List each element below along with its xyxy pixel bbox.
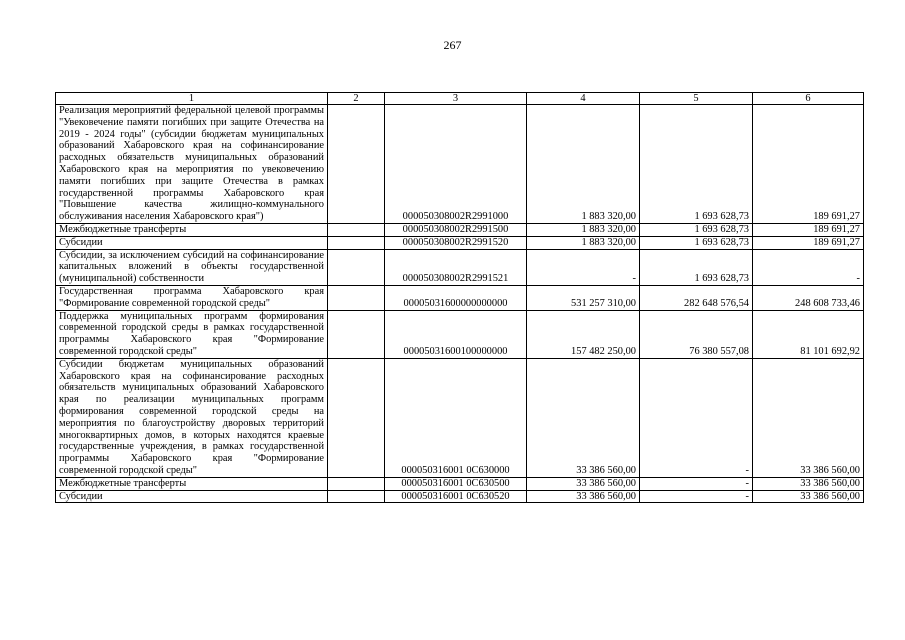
row-code: 000050316001 0C630500 <box>385 477 527 490</box>
row-value-4: 33 386 560,00 <box>527 490 640 503</box>
header-row <box>56 93 864 105</box>
row-value-5: - <box>640 477 753 490</box>
table-row <box>56 490 864 503</box>
table-row <box>56 105 864 224</box>
row-value-6: 33 386 560,00 <box>753 477 864 490</box>
row-value-5: 1 693 628,73 <box>640 249 753 285</box>
row-value-6: 33 386 560,00 <box>753 490 864 503</box>
row-value-4: - <box>527 249 640 285</box>
row-value-6: 189 691,27 <box>753 236 864 249</box>
row-col2 <box>328 285 385 310</box>
row-value-4: 1 883 320,00 <box>527 105 640 224</box>
header-col-3: 3 <box>385 93 527 105</box>
row-value-4: 33 386 560,00 <box>527 477 640 490</box>
row-name: Субсидии <box>56 490 328 503</box>
row-value-6: 248 608 733,46 <box>753 285 864 310</box>
row-value-4: 33 386 560,00 <box>527 358 640 477</box>
row-code: 000050316001 0C630520 <box>385 490 527 503</box>
table-row <box>56 477 864 490</box>
row-col2 <box>328 310 385 358</box>
row-value-6: 189 691,27 <box>753 105 864 224</box>
row-code: 000050316001 0C630000 <box>385 358 527 477</box>
row-value-4: 1 883 320,00 <box>527 223 640 236</box>
budget-table <box>55 92 864 503</box>
row-name: Субсидии бюджетам муниципальных образований Хабаровского края на софинансирование расходных обязательств муниципальных образований Хабаровского края по реализации муниципальных программ формирования современной городской среды на мероприятия по благоустройству дворовых территорий многоквартирных домов, в которых находятся краевые государственные учреждения, в рамках государственной программы Хабаровского края "Формирование современной городской среды" <box>56 358 328 477</box>
row-name: Государственная программа Хабаровского края "Формирование современной городской среды" <box>56 285 328 310</box>
row-code: 000050308002R2991521 <box>385 249 527 285</box>
row-value-4: 157 482 250,00 <box>527 310 640 358</box>
row-code: 000050308002R2991520 <box>385 236 527 249</box>
row-value-5: 1 693 628,73 <box>640 105 753 224</box>
row-value-6: - <box>753 249 864 285</box>
header-col-1: 1 <box>56 93 328 105</box>
row-value-5: 282 648 576,54 <box>640 285 753 310</box>
header-col-4: 4 <box>527 93 640 105</box>
table-row <box>56 223 864 236</box>
row-col2 <box>328 236 385 249</box>
row-code: 000050308002R2991000 <box>385 105 527 224</box>
row-code: 00005031600100000000 <box>385 310 527 358</box>
row-name: Межбюджетные трансферты <box>56 477 328 490</box>
row-value-4: 531 257 310,00 <box>527 285 640 310</box>
row-value-5: 1 693 628,73 <box>640 236 753 249</box>
table-row <box>56 236 864 249</box>
table-row <box>56 310 864 358</box>
row-col2 <box>328 105 385 224</box>
row-name: Субсидии <box>56 236 328 249</box>
row-name: Межбюджетные трансферты <box>56 223 328 236</box>
row-col2 <box>328 249 385 285</box>
table-row <box>56 249 864 285</box>
page-number: 267 <box>443 38 462 52</box>
row-value-5: - <box>640 358 753 477</box>
header-col-6: 6 <box>753 93 864 105</box>
row-value-5: - <box>640 490 753 503</box>
table-row <box>56 285 864 310</box>
row-col2 <box>328 477 385 490</box>
row-name: Субсидии, за исключением субсидий на софинансирование капитальных вложений в объекты государственной (муниципальной) собственности <box>56 249 328 285</box>
row-code: 00005031600000000000 <box>385 285 527 310</box>
header-col-5: 5 <box>640 93 753 105</box>
row-value-4: 1 883 320,00 <box>527 236 640 249</box>
row-name: Поддержка муниципальных программ формирования современной городской среды в рамках государственной программы Хабаровского края "Формирование современной городской среды" <box>56 310 328 358</box>
row-col2 <box>328 490 385 503</box>
table-row <box>56 358 864 477</box>
row-col2 <box>328 223 385 236</box>
row-name: Реализация мероприятий федеральной целевой программы "Увековечение памяти погибших при защите Отечества на 2019 - 2024 годы" (субсидии бюджетам муниципальных образований Хабаровского края на софинансирование расходных обязательств муниципальных образований Хабаровского края на мероприятия по увековечению памяти погибших при защите Отечества в рамках государственной программы Хабаровского края "Повышение качества жилищно-коммунального обслуживания населения Хабаровского края") <box>56 105 328 224</box>
row-value-5: 1 693 628,73 <box>640 223 753 236</box>
row-value-5: 76 380 557,08 <box>640 310 753 358</box>
row-code: 000050308002R2991500 <box>385 223 527 236</box>
row-value-6: 81 101 692,92 <box>753 310 864 358</box>
row-value-6: 189 691,27 <box>753 223 864 236</box>
header-col-2: 2 <box>328 93 385 105</box>
row-value-6: 33 386 560,00 <box>753 358 864 477</box>
row-col2 <box>328 358 385 477</box>
